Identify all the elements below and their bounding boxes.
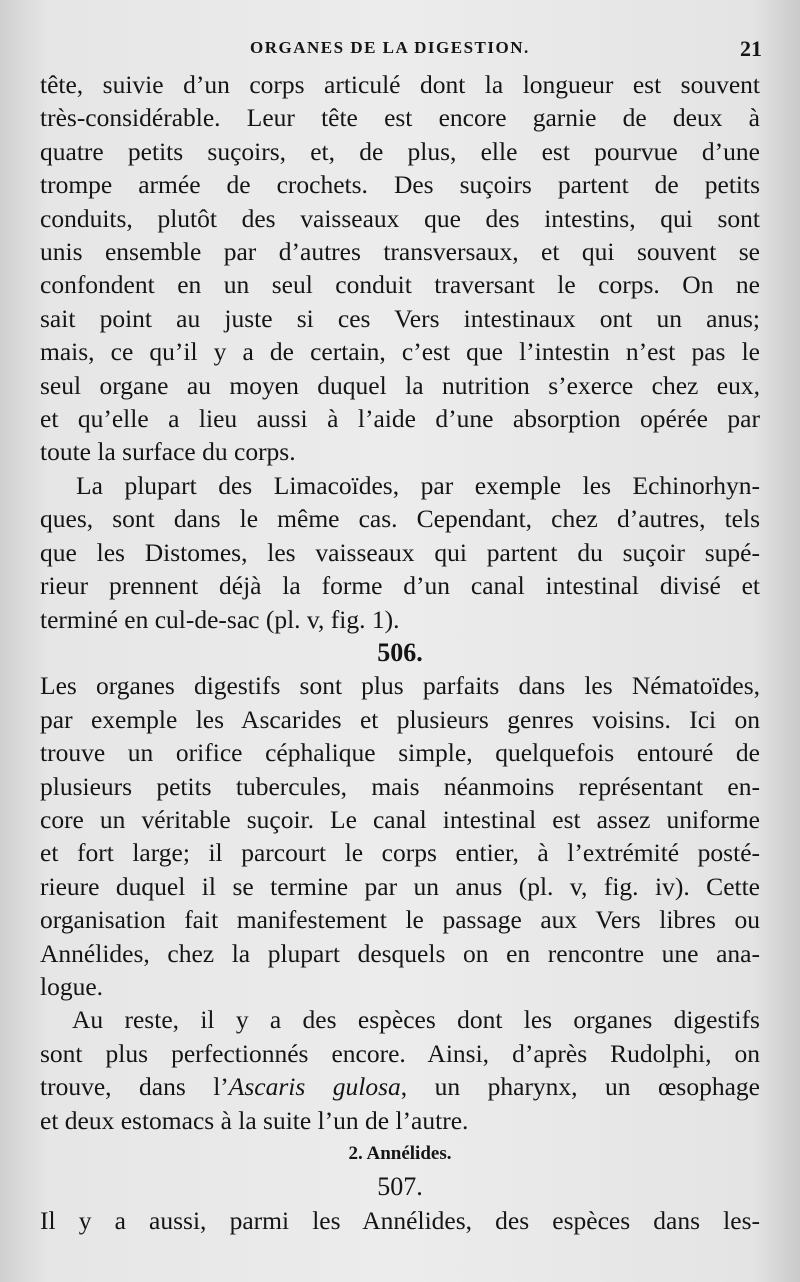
text-line: seul organe au moyen duquel la nutrition s’exerce chez eux, [40, 370, 760, 400]
paragraph-2 [40, 469, 760, 636]
text-line: unis ensemble par d’autres transversaux, et qui souvent se [40, 237, 760, 267]
page-number: 21 [740, 36, 762, 61]
text-line: rieure duquel il se termine par un anus (pl. v, fig. iv). Cette [40, 871, 760, 901]
text-line: trouve un orifice céphalique simple, quelquefois entouré de [40, 738, 760, 768]
text-line: et fort large; il parcourt le corps entier, à l’extrémité posté- [40, 838, 760, 868]
text-line: quatre petits suçoirs, et, de plus, elle est pourvue d’une [40, 136, 760, 166]
text-line: Au reste, il y a des espèces dont les organes digestifs [72, 1005, 760, 1035]
paragraph-1 [40, 68, 760, 469]
section-number-506: 506. [377, 637, 423, 667]
text-line: rieur prennent déjà la forme d’un canal intestinal divisé et [40, 571, 760, 601]
text-line: Il y a aussi, parmi les Annélides, des espèces dans les- [40, 1205, 760, 1235]
running-title: ORGANES DE LA DIGESTION. [250, 38, 530, 57]
text-line: conduits, plutôt des vaisseaux que des intestins, qui sont [40, 203, 760, 233]
text-line: toute la surface du corps. [40, 437, 296, 467]
subsection-heading: 2. Annélides. [348, 1143, 452, 1164]
text-line: ques, sont dans le même cas. Cependant, chez d’autres, tels [40, 504, 760, 534]
text-line: très-considérable. Leur tête est encore garnie de deux à [40, 103, 760, 133]
paragraph-3 [40, 669, 760, 1003]
text-line: logue. [40, 971, 104, 1001]
text-fragment: , un pharynx, un œsophage [400, 1072, 760, 1102]
text-line: sait point au juste si ces Vers intestinaux ont un anus; [40, 303, 760, 333]
text-line: que les Distomes, les vaisseaux qui partent du suçoir supé- [40, 537, 760, 567]
text-line: organisation fait manifestement le passage aux Vers libres ou [40, 905, 760, 935]
text-line: terminé en cul-de-sac (pl. v, fig. 1). [40, 604, 400, 634]
text-line: core un véritable suçoir. Le canal intestinal est assez uniforme [40, 804, 760, 834]
paragraph-5 [40, 1204, 760, 1237]
text-line: La plupart des Limacoïdes, par exemple les Echinorhyn- [76, 470, 760, 500]
text-line: trompe armée de crochets. Des suçoirs partent de petits [40, 170, 760, 200]
text-line: Les organes digestifs sont plus parfaits dans les Nématoïdes, [40, 671, 760, 701]
section-number-507: 507. [377, 1172, 423, 1202]
text-line: sont plus perfectionnés encore. Ainsi, d’après Rudolphi, on [40, 1038, 760, 1068]
page-header [0, 34, 800, 64]
text-line-with-italic [40, 1070, 760, 1103]
text-line: Annélides, chez la plupart desquels on en rencontre une ana- [40, 938, 760, 968]
text-line: et qu’elle a lieu aussi à l’aide d’une absorption opérée par [40, 404, 760, 434]
text-line: tête, suivie d’un corps articulé dont la longueur est souvent [40, 70, 760, 99]
text-fragment: trouve, dans l’ [40, 1072, 229, 1102]
text-line: par exemple les Ascarides et plusieurs genres voisins. Ici on [40, 704, 760, 734]
body-text [40, 68, 760, 1237]
text-line: mais, ce qu’il y a de certain, c’est que l’intestin n’est pas le [40, 337, 760, 367]
text-line: plusieurs petits tubercules, mais néanmoins représentant en- [40, 771, 760, 801]
species-name: Ascaris gulosa [228, 1072, 401, 1102]
text-line: confondent en un seul conduit traversant le corps. On ne [40, 270, 760, 300]
paragraph-4 [40, 1003, 760, 1137]
text-line: et deux estomacs à la suite l’un de l’autre. [40, 1105, 469, 1135]
